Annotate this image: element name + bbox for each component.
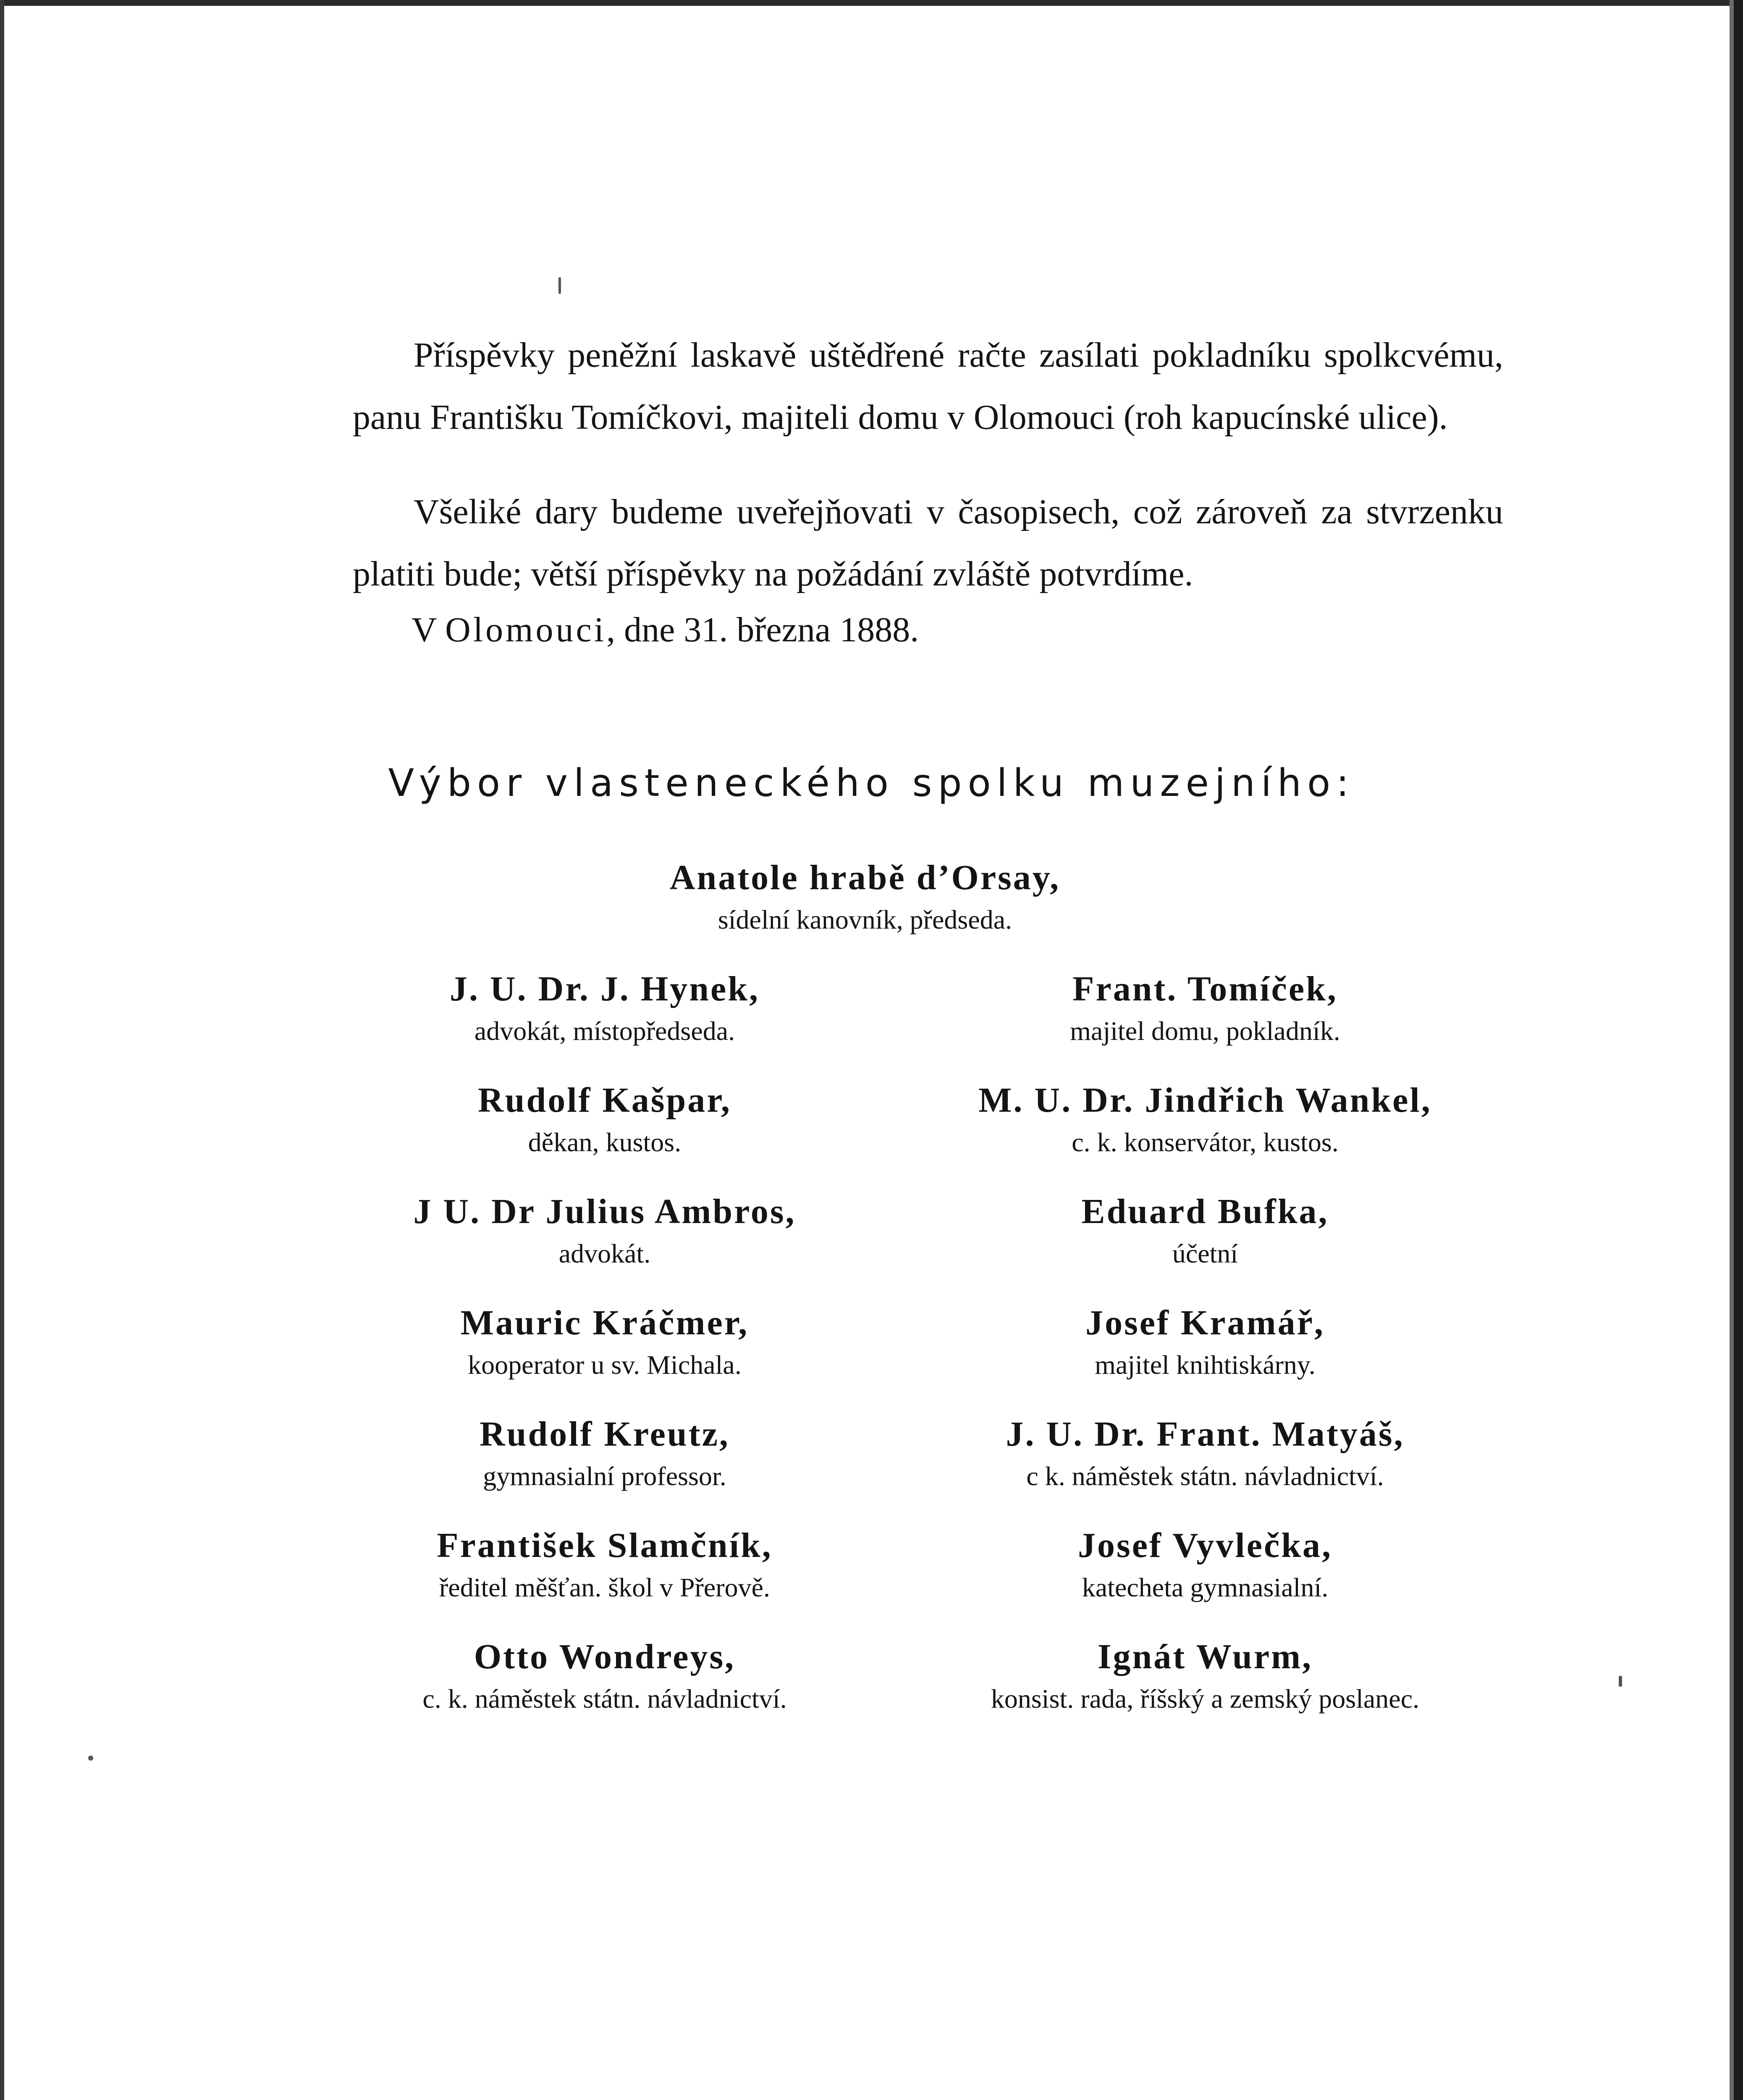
member-left-3 bbox=[328, 1189, 882, 1273]
member-role: advokát, místopředseda. bbox=[474, 1016, 735, 1046]
member-role: c. k. konservátor, kustos. bbox=[1072, 1127, 1339, 1157]
member-role: c. k. náměstek státn. návladnictví. bbox=[422, 1684, 787, 1714]
member-name: Anatole hrabě d’Orsay, bbox=[669, 858, 1061, 897]
member-left-4 bbox=[328, 1300, 882, 1384]
chair-entry bbox=[525, 855, 1205, 939]
member-right-4 bbox=[924, 1300, 1486, 1384]
member-right-1 bbox=[924, 966, 1486, 1050]
member-name: J. U. Dr. Frant. Matyáš, bbox=[1006, 1415, 1405, 1454]
member-name: Mauric Kráčmer, bbox=[460, 1303, 749, 1342]
committee-title: Výbor vlasteneckého spolku muzejního: bbox=[388, 761, 1355, 805]
member-right-7 bbox=[924, 1634, 1486, 1718]
member-right-3 bbox=[924, 1189, 1486, 1273]
member-role: c k. náměstek státn. návladnictví. bbox=[1026, 1461, 1384, 1491]
member-name: J U. Dr Julius Ambros, bbox=[413, 1192, 796, 1231]
member-name: Otto Wondreys, bbox=[474, 1637, 736, 1676]
member-role: děkan, kustos. bbox=[528, 1127, 681, 1157]
member-role: advokát. bbox=[558, 1239, 651, 1268]
page-left-edge bbox=[0, 0, 4, 2100]
member-left-7 bbox=[328, 1634, 882, 1718]
member-name: Rudolf Kreutz, bbox=[480, 1415, 730, 1454]
scan-speck bbox=[558, 277, 561, 294]
member-role: konsist. rada, říšský a zemský poslanec. bbox=[991, 1684, 1420, 1714]
member-right-2 bbox=[924, 1077, 1486, 1161]
page-top-edge bbox=[0, 0, 1743, 6]
date-rest: , dne 31. března 1888. bbox=[606, 610, 919, 649]
member-name: Ignát Wurm, bbox=[1097, 1637, 1313, 1676]
member-name: Josef Vyvlečka, bbox=[1078, 1526, 1332, 1565]
member-role: účetní bbox=[1172, 1239, 1238, 1268]
member-role: ředitel měšťan. škol v Přerově. bbox=[439, 1572, 771, 1602]
member-name: Frant. Tomíček, bbox=[1072, 969, 1338, 1008]
intro-paragraph-2 bbox=[353, 481, 1503, 605]
member-role: majitel knihtiskárny. bbox=[1095, 1350, 1316, 1380]
paragraph-text: Příspěvky peněžní laskavě uštědřené račte zasílati pokladníku spolkcvému, panu Františku Tomíčkovi, majiteli domu v Olomouci (roh kapucínské ulice). bbox=[353, 336, 1503, 437]
member-name: Josef Kramář, bbox=[1085, 1303, 1325, 1342]
member-left-6 bbox=[328, 1522, 882, 1606]
member-right-6 bbox=[924, 1522, 1486, 1606]
page-right-shadow bbox=[1730, 0, 1734, 2100]
member-left-5 bbox=[328, 1411, 882, 1495]
date-city: Olomouci bbox=[445, 610, 607, 649]
member-left-1 bbox=[328, 966, 882, 1050]
member-name: Rudolf Kašpar, bbox=[478, 1081, 731, 1120]
page-right-edge bbox=[1734, 0, 1743, 2100]
scan-speck bbox=[88, 1756, 93, 1761]
member-role: majitel domu, pokladník. bbox=[1070, 1016, 1340, 1046]
member-right-5 bbox=[924, 1411, 1486, 1495]
date-prefix: V bbox=[412, 610, 446, 649]
paragraph-text: Všeliké dary budeme uveřejňovati v časopisech, což zároveň za stvrzenku platiti bude; větší příspěvky na požádání zvláště potvrdíme. bbox=[353, 492, 1503, 593]
member-name: M. U. Dr. Jindřich Wankel, bbox=[978, 1081, 1432, 1120]
member-name: František Slamčník, bbox=[437, 1526, 773, 1565]
intro-paragraph-1 bbox=[353, 324, 1503, 449]
member-left-2 bbox=[328, 1077, 882, 1161]
member-role: gymnasialní professor. bbox=[483, 1461, 726, 1491]
member-name: Eduard Bufka, bbox=[1081, 1192, 1329, 1231]
member-role: sídelní kanovník, předseda. bbox=[718, 905, 1012, 934]
scan-speck bbox=[1619, 1676, 1622, 1687]
member-name: J. U. Dr. J. Hynek, bbox=[450, 969, 760, 1008]
date-line bbox=[412, 607, 919, 653]
member-role: kooperator u sv. Michala. bbox=[468, 1350, 742, 1380]
member-role: katecheta gymnasialní. bbox=[1082, 1572, 1329, 1602]
